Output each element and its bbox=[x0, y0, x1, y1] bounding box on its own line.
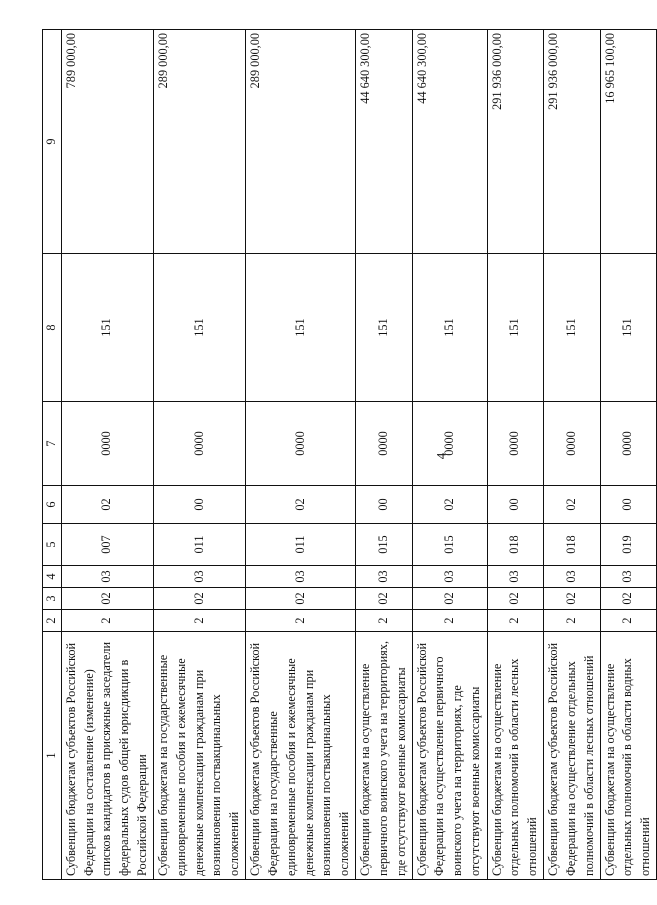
amount-cell: 289 000,00 bbox=[246, 30, 356, 254]
code-cell: 0000 bbox=[412, 402, 487, 486]
code-cell: 2 bbox=[246, 610, 356, 632]
code-cell: 03 bbox=[61, 566, 153, 588]
code-cell: 00 bbox=[487, 486, 543, 524]
code-cell: 011 bbox=[246, 524, 356, 566]
code-cell: 2 bbox=[356, 610, 412, 632]
code-cell: 151 bbox=[246, 254, 356, 402]
code-cell: 151 bbox=[487, 254, 543, 402]
code-cell: 03 bbox=[544, 566, 600, 588]
amount-cell: 44 640 300,00 bbox=[356, 30, 412, 254]
row-description: Субвенции бюджетам субъектов Российской Федерации на осуществление отдельных полномочий в области лесных отношений bbox=[544, 632, 600, 880]
table-row bbox=[412, 30, 487, 880]
amount-cell: 291 936 000,00 bbox=[487, 30, 543, 254]
code-cell: 03 bbox=[600, 566, 656, 588]
amount-cell: 289 000,00 bbox=[153, 30, 245, 254]
code-cell: 019 bbox=[600, 524, 656, 566]
code-cell: 018 bbox=[544, 524, 600, 566]
column-header: 6 bbox=[43, 486, 62, 524]
code-cell: 02 bbox=[356, 588, 412, 610]
table-row bbox=[487, 30, 543, 880]
column-header: 7 bbox=[43, 402, 62, 486]
code-cell: 0000 bbox=[356, 402, 412, 486]
code-cell: 02 bbox=[246, 588, 356, 610]
column-header: 8 bbox=[43, 254, 62, 402]
page-number: 4 bbox=[433, 452, 449, 460]
amount-cell: 789 000,00 bbox=[61, 30, 153, 254]
code-cell: 02 bbox=[600, 588, 656, 610]
code-cell: 151 bbox=[600, 254, 656, 402]
code-cell: 02 bbox=[412, 486, 487, 524]
code-cell: 0000 bbox=[600, 402, 656, 486]
column-header: 1 bbox=[43, 632, 62, 880]
table-row bbox=[153, 30, 245, 880]
code-cell: 151 bbox=[412, 254, 487, 402]
code-cell: 02 bbox=[544, 588, 600, 610]
row-description: Субвенции бюджетам субъектов Российской Федерации на осуществление первичного воинского учета на территориях, где отсутствуют военные комиссариаты bbox=[412, 632, 487, 880]
column-header: 5 bbox=[43, 524, 62, 566]
column-header: 3 bbox=[43, 588, 62, 610]
amount-cell: 291 936 000,00 bbox=[544, 30, 600, 254]
code-cell: 151 bbox=[544, 254, 600, 402]
code-cell: 00 bbox=[153, 486, 245, 524]
code-cell: 00 bbox=[600, 486, 656, 524]
column-header: 2 bbox=[43, 610, 62, 632]
code-cell: 02 bbox=[61, 486, 153, 524]
code-cell: 0000 bbox=[487, 402, 543, 486]
header-row bbox=[43, 30, 62, 880]
budget-table bbox=[42, 29, 657, 880]
column-header: 9 bbox=[43, 30, 62, 254]
code-cell: 2 bbox=[600, 610, 656, 632]
code-cell: 151 bbox=[61, 254, 153, 402]
code-cell: 02 bbox=[153, 588, 245, 610]
code-cell: 151 bbox=[356, 254, 412, 402]
code-cell: 03 bbox=[246, 566, 356, 588]
code-cell: 02 bbox=[544, 486, 600, 524]
code-cell: 0000 bbox=[153, 402, 245, 486]
code-cell: 00 bbox=[356, 486, 412, 524]
code-cell: 02 bbox=[246, 486, 356, 524]
code-cell: 007 bbox=[61, 524, 153, 566]
amount-cell: 44 640 300,00 bbox=[412, 30, 487, 254]
code-cell: 03 bbox=[412, 566, 487, 588]
row-description: Субвенции бюджетам на осуществление отдельных полномочий в области водных отношений bbox=[600, 632, 656, 880]
row-description: Субвенции бюджетам на государственные единовременные пособия и ежемесячные денежные компенсации гражданам при возникновении поствакцинальных осложнений bbox=[153, 632, 245, 880]
code-cell: 151 bbox=[153, 254, 245, 402]
code-cell: 018 bbox=[487, 524, 543, 566]
table-row bbox=[61, 30, 153, 880]
table-row bbox=[600, 30, 656, 880]
code-cell: 03 bbox=[356, 566, 412, 588]
row-description: Субвенции бюджетам на осуществление первичного воинского учета на территориях, где отсутствуют военные комиссариаты bbox=[356, 632, 412, 880]
code-cell: 2 bbox=[544, 610, 600, 632]
row-description: Субвенции бюджетам на осуществление отдельных полномочий в области лесных отношений bbox=[487, 632, 543, 880]
table-row bbox=[356, 30, 412, 880]
code-cell: 2 bbox=[153, 610, 245, 632]
code-cell: 0000 bbox=[544, 402, 600, 486]
code-cell: 011 bbox=[153, 524, 245, 566]
code-cell: 02 bbox=[412, 588, 487, 610]
column-header: 4 bbox=[43, 566, 62, 588]
code-cell: 03 bbox=[487, 566, 543, 588]
code-cell: 015 bbox=[412, 524, 487, 566]
code-cell: 2 bbox=[412, 610, 487, 632]
rotated-table-container bbox=[42, 30, 653, 880]
code-cell: 0000 bbox=[246, 402, 356, 486]
table-row bbox=[544, 30, 600, 880]
code-cell: 015 bbox=[356, 524, 412, 566]
code-cell: 02 bbox=[487, 588, 543, 610]
code-cell: 2 bbox=[61, 610, 153, 632]
code-cell: 2 bbox=[487, 610, 543, 632]
table-row bbox=[246, 30, 356, 880]
row-description: Субвенции бюджетам субъектов Российской Федерации на государственные единовременные пособия и ежемесячные денежные компенсации гражданам при возникновении поствакцинальных осложнений bbox=[246, 632, 356, 880]
code-cell: 02 bbox=[61, 588, 153, 610]
code-cell: 0000 bbox=[61, 402, 153, 486]
code-cell: 03 bbox=[153, 566, 245, 588]
amount-cell: 16 965 100,00 bbox=[600, 30, 656, 254]
row-description: Субвенции бюджетам субъектов Российской Федерации на составление (изменение) списков кандидатов в присяжные заседатели федеральных судов общей юрисдикции в Российской Федерации bbox=[61, 632, 153, 880]
